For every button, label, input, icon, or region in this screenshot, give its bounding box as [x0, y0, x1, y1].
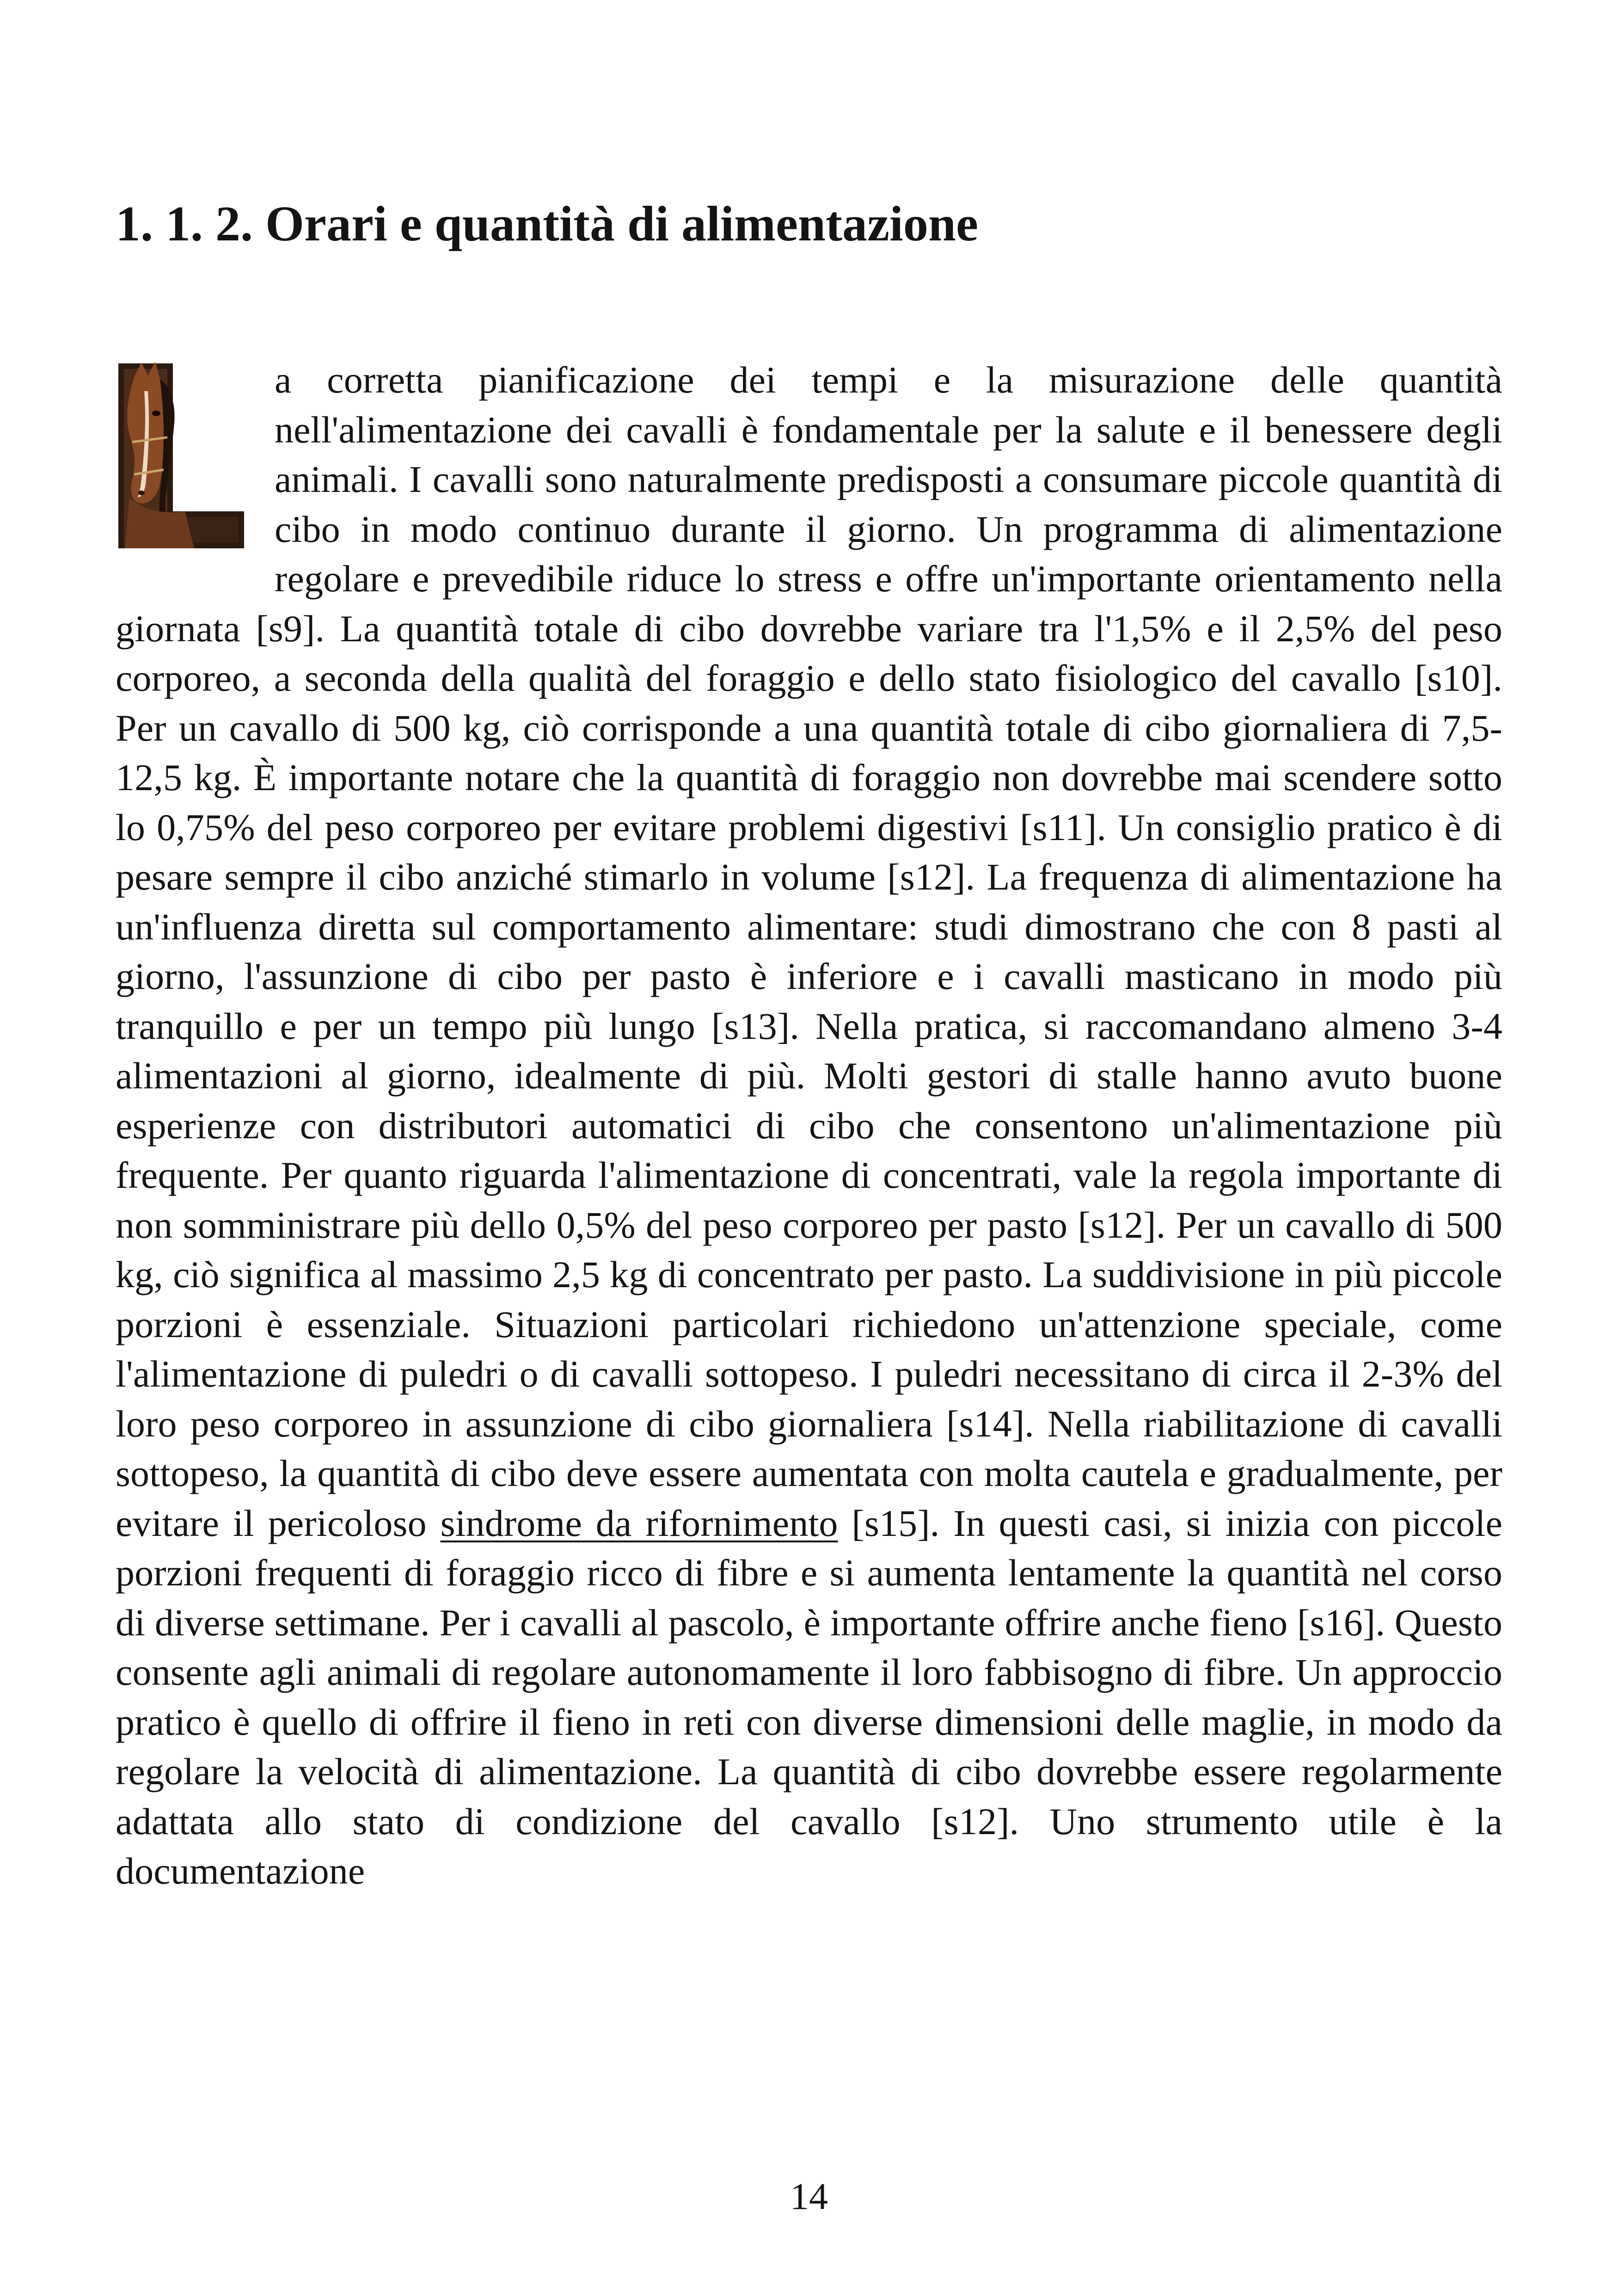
section-heading: 1. 1. 2. Orari e quantità di alimentazione — [116, 196, 978, 252]
paragraph-text-part1: a corretta pianificazione dei tempi e la misurazione delle quantità nell'alimentazione dei cavalli è fondamentale per la salute e il benessere degli animali. I cavalli sono naturalmente predisposti a consumare piccole quantità di cibo in modo continuo durante il giorno. Un programma di alimentazione regolare e prevedibile riduce lo stress e offre un'importante orientamento nella giornata [s9]. La quantità totale di cibo dovrebbe variare tra l'1,5% e il 2,5% del peso corporeo, a seconda della qualità del foraggio e dello stato fisiologico del cavallo [s10]. Per un cavallo di 500 kg, ciò corrisponde a una quantità totale di cibo giornaliera di 7,5-12,5 kg. È importante notare che la quantità di foraggio non dovrebbe mai scendere sotto lo 0,75% del peso corporeo per evitare problemi digestivi [s11]. Un consiglio pratico è di pesare sempre il cibo anziché stimarlo in volume [s12]. La frequenza di alimentazione ha un'influenza diretta sul comportamento alimentare: studi dimostrano che con 8 pasti al giorno, l'assunzione di cibo per pasto è inferiore e i cavalli masticano in modo più tranquillo e per un tempo più lungo [s13]. Nella pratica, si raccomandano almeno 3-4 alimentazioni al giorno, idealmente di più. Molti gestori di stalle hanno avuto buone esperienze con distributori automatici di cibo che consentono un'alimentazione più frequente. Per quanto riguarda l'alimentazione di concentrati, vale la regola importante di non somministrare più dello 0,5% del peso corporeo per pasto [s12]. Per un cavallo di 500 kg, ciò significa al massimo 2,5 kg di concentrato per pasto. La suddivisione in più piccole porzioni è essenziale. Situazioni particolari richiedono un'attenzione speciale, come l'alimentazione di puledri o di cavalli sottopeso. I puledri necessitano di circa il 2-3% del loro peso corporeo in assunzione di cibo giornaliera [s14]. Nella riabilitazione di cavalli sottopeso, la quantità di cibo deve essere aumentata con molta cautela e gradualmente, per evitare il pericoloso — [116, 359, 1502, 1544]
horse-head-icon — [116, 359, 246, 553]
sindrome-link[interactable]: sindrome da rifornimento — [440, 1502, 838, 1544]
body-paragraph — [116, 355, 1502, 1896]
page-number: 14 — [790, 2175, 828, 2217]
drop-cap-initial — [116, 355, 260, 555]
paragraph-text-part2: [s15]. In questi casi, si inizia con piccole porzioni frequenti di foraggio ricco di fibre e si aumenta lentamente la quantità nel corso di diverse settimane. Per i cavalli al pascolo, è importante offrire anche fieno [s16]. Questo consente agli animali di regolare autonomamente il loro fabbisogno di fibre. Un approccio pratico è quello di offrire il fieno in reti con diverse dimensioni delle maglie, in modo da regolare la velocità di alimentazione. La quantità di cibo dovrebbe essere regolarmente adattata allo stato di condizione del cavallo [s12]. Uno strumento utile è la documentazione — [116, 1502, 1502, 1892]
